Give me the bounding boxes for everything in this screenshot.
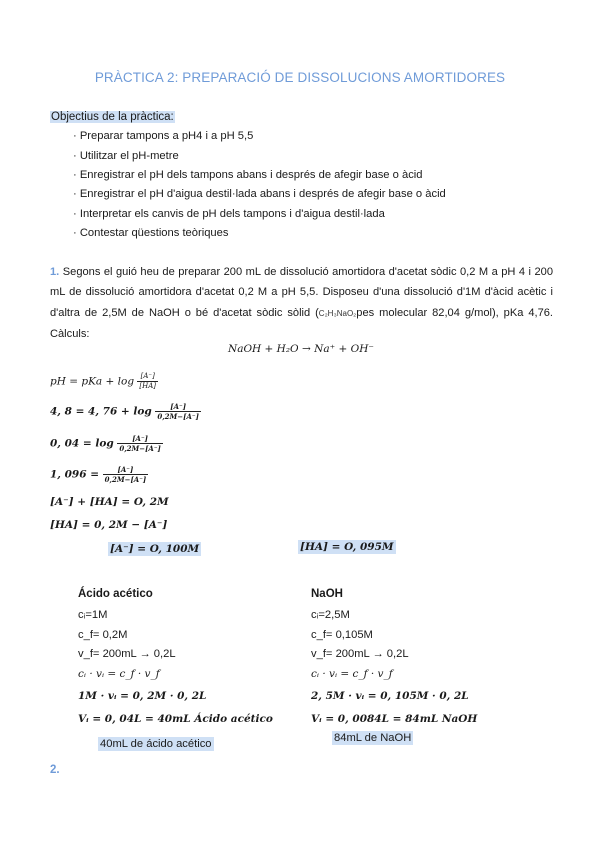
- objective-item: · Interpretar els canvis de pH dels tampons i d'aigua destil·lada: [73, 208, 385, 220]
- naoh-vf: v_f= 200mL → 0,2L: [311, 648, 409, 660]
- naoh-dilution-eq: cᵢ · vᵢ = c_f · v_f: [311, 668, 393, 680]
- naoh-column-heading: NaOH: [311, 588, 343, 600]
- result-ha-concentration: [HA] = O, 095M: [300, 541, 394, 553]
- acid-vf: v_f= 200mL → 0,2L: [78, 648, 176, 660]
- acid-column-heading: Ácido acético: [78, 588, 153, 600]
- acid-dilution-sub: 1M · vᵢ = 0, 2M · 0, 2L: [78, 690, 207, 702]
- step1-equation: [50, 402, 201, 421]
- step3-equation: [50, 465, 148, 484]
- hh-numerator: [A⁻]: [137, 372, 158, 382]
- objective-item: · Enregistrar el pH d'aigua destil·lada abans i després de afegir base o àcid: [73, 188, 446, 200]
- naoh-dilution-sub: 2, 5M · vᵢ = 0, 105M · 0, 2L: [311, 690, 469, 702]
- acid-volume-result: Vᵢ = 0, 04L = 40mL Ácido acético: [78, 713, 273, 725]
- objectives-heading: Objectius de la pràctica:: [51, 111, 174, 123]
- question-1-text: [50, 262, 553, 345]
- step3-denominator: 0,2M−[A⁻]: [104, 475, 147, 484]
- hh-denominator: [HA]: [139, 382, 157, 390]
- hh-lhs: pH = pKa + log: [50, 375, 135, 388]
- naoh-ci: cᵢ=2,5M: [311, 609, 350, 621]
- step3-numerator: [A⁻]: [103, 465, 149, 475]
- acid-result-highlight: 40mL de ácido acético: [100, 738, 212, 750]
- question-2-number: 2.: [50, 764, 60, 776]
- acid-ci: cᵢ=1M: [78, 609, 108, 621]
- chemical-formula: C₂H₃NaO₂: [318, 308, 357, 318]
- step2-numerator: [A⁻]: [117, 434, 163, 444]
- step2-lhs: 0, 04 = log: [50, 437, 114, 450]
- step1-lhs: 4, 8 = 4, 76 + log: [50, 405, 152, 418]
- objective-item: · Enregistrar el pH dels tampons abans i després de afegir base o àcid: [73, 169, 423, 181]
- acid-cf: c_f= 0,2M: [78, 629, 128, 641]
- objective-item: · Preparar tampons a pH4 i a pH 5,5: [73, 130, 254, 142]
- step1-numerator: [A⁻]: [155, 402, 201, 412]
- naoh-volume-result: Vᵢ = 0, 0084L = 84mL NaOH: [311, 713, 478, 725]
- hh-equation: [50, 372, 158, 391]
- question-1-body-a: Segons el guió heu de preparar 200 mL de dissolució amortidora d'acetat sòdic 0,2 M a pH 4 i 200 mL de dissolució amortidora d'acetat 0,2 M a pH 5,5. Disposeu d'una dissolució d'1M d'àcid acètic i d'altra de 2,5M de NaOH o bé d'acetat sòdic sòlid (: [50, 266, 553, 319]
- sum-equation: [A⁻] + [HA] = O, 2M: [50, 496, 169, 508]
- step2-equation: [50, 434, 163, 453]
- result-a-concentration: [A⁻] = O, 100M: [110, 543, 200, 555]
- naoh-result-highlight: 84mL de NaOH: [334, 732, 412, 744]
- objective-item: · Utilitzar el pH-metre: [73, 150, 179, 162]
- question-1-body-b: pes molecular 82,04 g/mol), pKa 4,76. Càlculs:: [50, 306, 554, 341]
- step3-lhs: 1, 096 =: [50, 468, 99, 481]
- ha-equation: [HA] = 0, 2M − [A⁻]: [50, 519, 168, 531]
- page-title: PRÀCTICA 2: PREPARACIÓ DE DISSOLUCIONS AMORTIDORES: [94, 70, 506, 85]
- question-1-number: 1.: [50, 266, 60, 278]
- objective-item: · Contestar qüestions teòriques: [73, 227, 229, 239]
- reaction-equation: NaOH + H₂O → Na⁺ + OH⁻: [228, 343, 374, 355]
- step1-denominator: 0,2M−[A⁻]: [157, 412, 199, 421]
- acid-dilution-eq: cᵢ · vᵢ = c_f · v_f: [78, 668, 160, 680]
- step2-denominator: 0,2M−[A⁻]: [119, 444, 161, 453]
- naoh-cf: c_f= 0,105M: [311, 629, 373, 641]
